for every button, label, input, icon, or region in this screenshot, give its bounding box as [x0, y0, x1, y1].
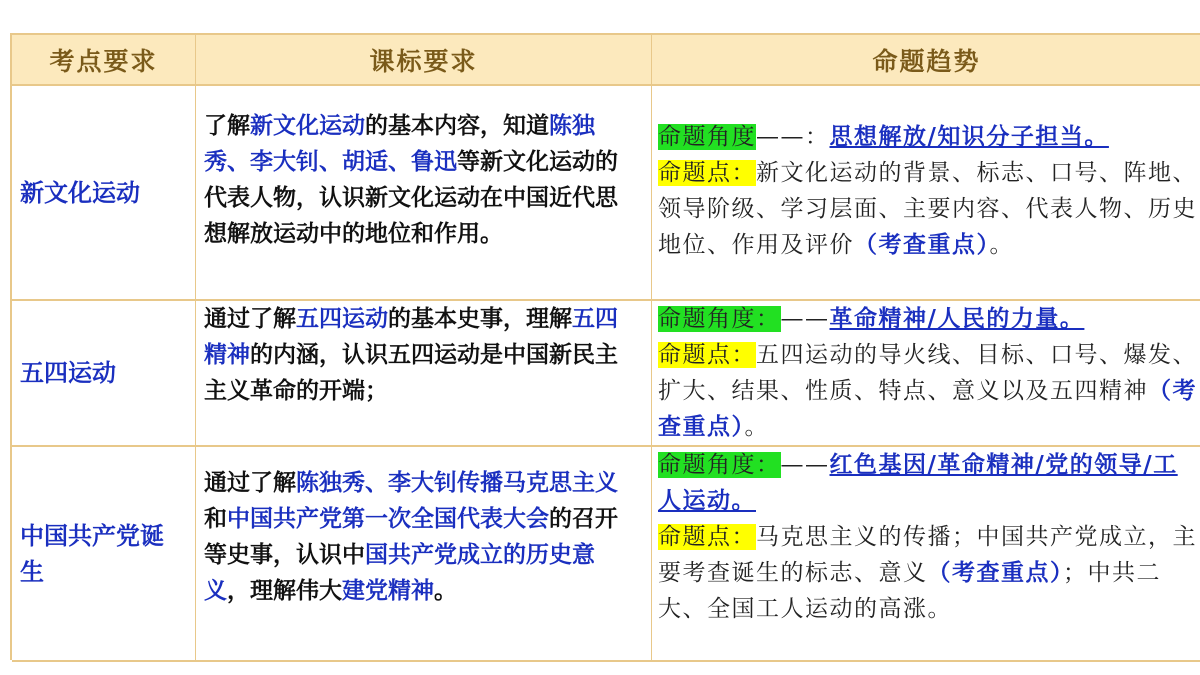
point-end: 。 [744, 414, 769, 440]
req-highlight: 国共产党成立的历史意义 [204, 541, 595, 604]
key-point: （考查重点） [658, 377, 1197, 440]
key-point: （考查重点） [854, 231, 990, 258]
row-topic [12, 86, 196, 301]
row-curriculum [196, 301, 652, 447]
req-highlight: 建党精神 [342, 577, 434, 604]
topic-label: 中国共产党诞生 [20, 520, 164, 586]
angle-label: 命题角度： [658, 452, 781, 478]
req-highlight: 陈独秀、李大钊、胡适、鲁迅 [204, 112, 595, 175]
req-highlight: 中国共产党第一次全国代表大会 [227, 505, 549, 532]
req-text: 的基本史事，理解 [388, 305, 572, 332]
topic-table [10, 33, 1200, 660]
angle-text: 革命精神/人民的力量。 [829, 305, 1085, 332]
point-label: 命题点： [658, 524, 756, 550]
row-topic [12, 301, 196, 447]
req-text: 了解 [204, 112, 250, 139]
topic-label: 新文化运动 [20, 177, 140, 207]
header-topic: 考点要求 [12, 35, 196, 86]
header-trend: 命题趋势 [652, 35, 1200, 86]
req-highlight: 五四运动 [296, 305, 388, 332]
angle-text: 思想解放/知识分子担当。 [829, 123, 1109, 150]
row-trend [652, 301, 1200, 447]
req-text: 通过了解 [204, 469, 296, 496]
req-highlight: 陈独秀、李大钊传播马克思主义 [296, 469, 618, 496]
topic-label: 五四运动 [20, 358, 116, 387]
point-end: ；中共二大、全国工人运动的高涨。 [658, 560, 1161, 622]
req-text: 通过了解 [204, 305, 296, 332]
req-text: 。 [434, 577, 457, 604]
row-topic [12, 447, 196, 662]
row-curriculum [196, 86, 652, 301]
req-text: 的基本内容，知道 [365, 112, 549, 139]
point-text: 五四运动的导火线、目标、口号、爆发、扩大、结果、性质、特点、意义以及五四精神 [658, 342, 1197, 404]
header-curriculum: 课标要求 [196, 35, 652, 86]
req-text: 等新文化运动的代表人物，认识新文化运动在中国近代思想解放运动中的地位和作用。 [204, 148, 618, 247]
angle-sep: ——： [756, 124, 830, 150]
point-end: 。 [989, 232, 1014, 258]
point-label: 命题点： [658, 342, 756, 368]
req-text: 的召开等史事，认识中 [204, 505, 618, 568]
angle-label: 命题角度： [658, 306, 781, 332]
angle-label: 命题角度 [658, 124, 756, 150]
point-text: 新文化运动的背景、标志、口号、阵地、领导阶级、学习层面、主要内容、代表人物、历史地位、作用及评价 [658, 160, 1197, 258]
angle-text: 红色基因/革命精神/党的领导/工人运动。 [658, 451, 1178, 514]
req-highlight: 新文化运动 [250, 112, 365, 139]
req-text: 和 [204, 505, 227, 532]
angle-sep: —— [780, 306, 830, 332]
row-trend [652, 447, 1200, 662]
req-highlight: 五四精神 [204, 305, 618, 368]
row-trend [652, 86, 1200, 301]
point-text: 马克思主义的传播；中国共产党成立，主要考查诞生的标志、意义 [658, 524, 1197, 586]
row-curriculum [196, 447, 652, 662]
key-point: （考查重点） [927, 559, 1063, 586]
angle-sep: —— [780, 452, 830, 478]
point-label: 命题点： [658, 160, 756, 186]
req-text: 的内涵，认识五四运动是中国新民主主义革命的开端； [204, 341, 618, 404]
req-text: ，理解伟大 [227, 577, 342, 604]
